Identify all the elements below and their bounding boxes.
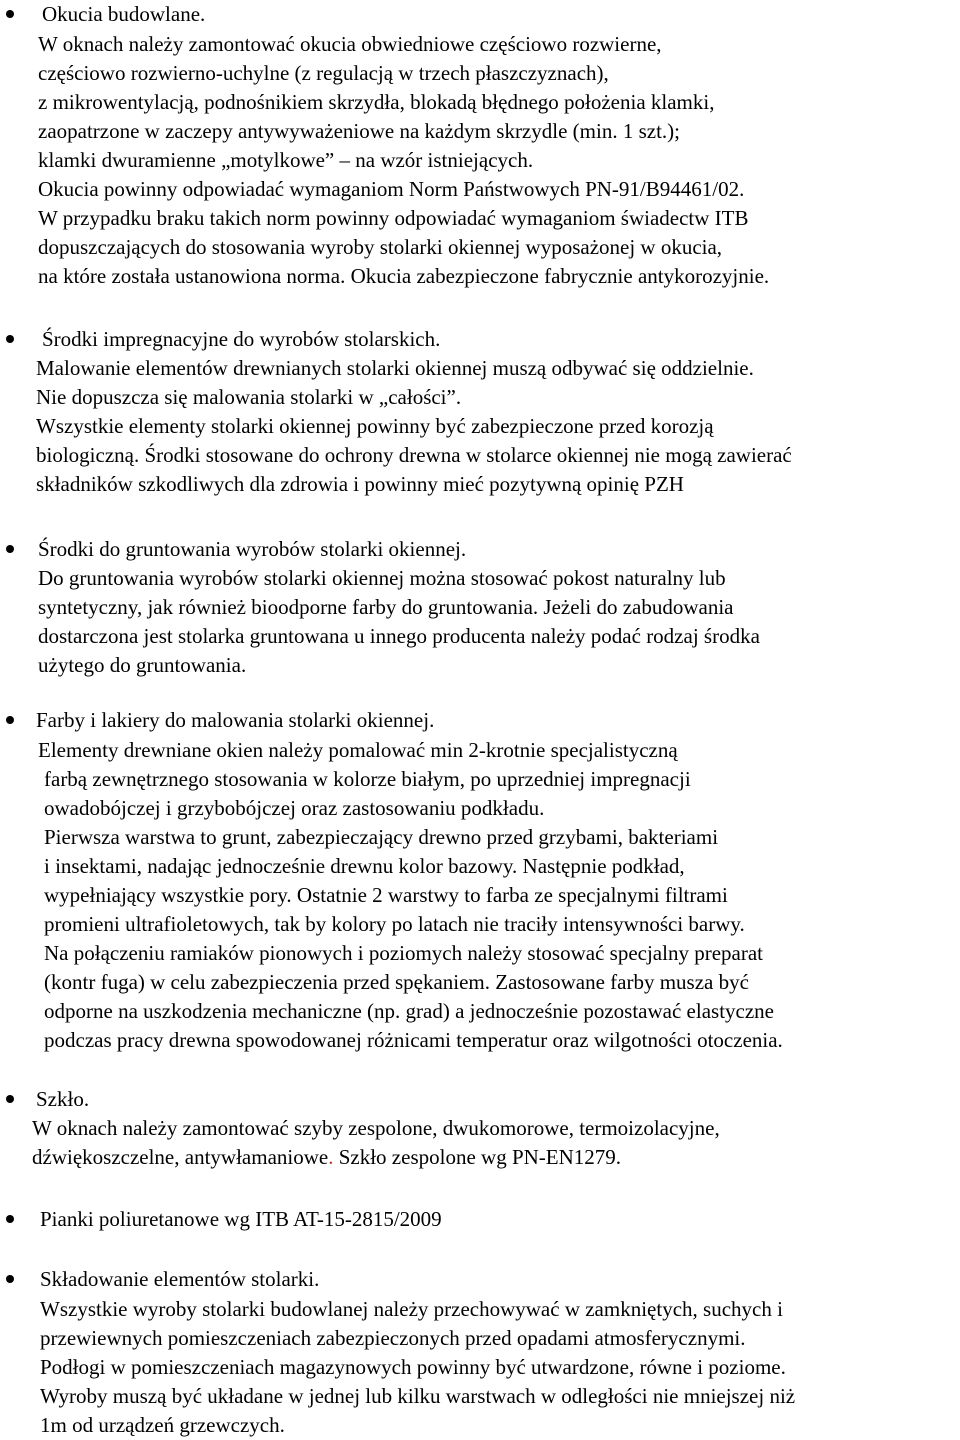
text-line: W oknach należy zamontować szyby zespolone, dwukomorowe, termoizolacyjne, xyxy=(32,1116,720,1140)
bullet xyxy=(6,335,14,343)
text-line: Wszystkie wyroby stolarki budowlanej należy przechowywać w zamkniętych, suchych i xyxy=(40,1297,783,1321)
text-line: przewiewnych pomieszczeniach zabezpieczonych przed opadami atmosferycznymi. xyxy=(40,1326,746,1350)
text-line: z mikrowentylacją, podnośnikiem skrzydła, blokadą błędnego położenia klamki, xyxy=(38,90,715,114)
text-line: częściowo rozwierno-uchylne (z regulacją w trzech płaszczyznach), xyxy=(38,61,609,85)
section-heading: Środki do gruntowania wyrobów stolarki okiennej. xyxy=(38,537,467,561)
bullet xyxy=(6,10,14,18)
section-heading: Szkło. xyxy=(36,1087,90,1111)
bullet xyxy=(6,1275,14,1283)
text-line: użytego do gruntowania. xyxy=(38,653,247,677)
text-line: Podłogi w pomieszczeniach magazynowych powinny być utwardzone, równe i poziome. xyxy=(40,1355,786,1379)
text-line xyxy=(32,1143,621,1171)
text-line: Wyroby muszą być układane w jednej lub kilku warstwach w odległości nie mniejszej niż xyxy=(40,1384,796,1408)
highlight-dot: . xyxy=(328,1145,334,1169)
text-line: dostarczona jest stolarka gruntowana u innego producenta należy podać rodzaj środka xyxy=(38,624,760,648)
section-heading: Składowanie elementów stolarki. xyxy=(40,1267,320,1291)
text-line: W oknach należy zamontować okucia obwiedniowe częściowo rozwierne, xyxy=(38,32,662,56)
text-line: Okucia powinny odpowiadać wymaganiom Norm Państwowych PN-91/B94461/02. xyxy=(38,177,745,201)
text-line: Malowanie elementów drewnianych stolarki okiennej muszą odbywać się oddzielnie. xyxy=(36,356,754,380)
text-line: zaopatrzone w zaczepy antywyważeniowe na każdym skrzydle (min. 1 szt.); xyxy=(38,119,680,143)
text-span: dźwiękoszczelne, antywłamaniowe xyxy=(32,1145,329,1169)
bullet xyxy=(6,1095,14,1103)
text-line: Do gruntowania wyrobów stolarki okiennej można stosować pokost naturalny lub xyxy=(38,566,726,590)
section-heading: Środki impregnacyjne do wyrobów stolarskich. xyxy=(42,327,441,351)
text-line: Pierwsza warstwa to grunt, zabezpieczający drewno przed grzybami, bakteriami xyxy=(44,825,719,849)
text-line: Elementy drewniane okien należy pomalować min 2-krotnie specjalistyczną xyxy=(38,738,678,762)
text-line: syntetyczny, jak również bioodporne farby do gruntowania. Jeżeli do zabudowania xyxy=(38,595,734,619)
bullet xyxy=(6,716,14,724)
text-line: i insektami, nadając jednocześnie drewnu kolor bazowy. Następnie podkład, xyxy=(44,854,685,878)
text-line: odporne na uszkodzenia mechaniczne (np. grad) a jednocześnie pozostawać elastyczne xyxy=(44,999,774,1023)
section-heading: Okucia budowlane. xyxy=(42,2,206,26)
text-line: klamki dwuramienne „motylkowe” – na wzór istniejących. xyxy=(38,148,534,172)
text-line: Nie dopuszcza się malowania stolarki w „całości”. xyxy=(36,385,462,409)
text-line: owadobójczej i grzybobójczej oraz zastosowaniu podkładu. xyxy=(44,796,545,820)
text-line: składników szkodliwych dla zdrowia i powinny mieć pozytywną opinię PZH xyxy=(36,472,684,496)
text-line: promieni ultrafioletowych, tak by kolory po latach nie traciły intensywności barwy. xyxy=(44,912,745,936)
text-line: dopuszczających do stosowania wyroby stolarki okiennej wyposażonej w okucia, xyxy=(38,235,723,259)
section-heading: Farby i lakiery do malowania stolarki okiennej. xyxy=(36,708,435,732)
text-line: biologiczną. Środki stosowane do ochrony drewna w stolarce okiennej nie mogą zawierać xyxy=(36,443,792,467)
text-line: W przypadku braku takich norm powinny odpowiadać wymaganiom świadectw ITB xyxy=(38,206,749,230)
text-line: na które została ustanowiona norma. Okucia zabezpieczone fabrycznie antykorozyjnie. xyxy=(38,264,770,288)
text-line: Na połączeniu ramiaków pionowych i poziomych należy stosować specjalny preparat xyxy=(44,941,763,965)
text-line: wypełniający wszystkie pory. Ostatnie 2 warstwy to farba ze specjalnymi filtrami xyxy=(44,883,728,907)
text-line: Wszystkie elementy stolarki okiennej powinny być zabezpieczone przed korozją xyxy=(36,414,714,438)
text-line: podczas pracy drewna spowodowanej różnicami temperatur oraz wilgotności otoczenia. xyxy=(44,1028,783,1052)
text-line: (kontr fuga) w celu zabezpieczenia przed spękaniem. Zastosowane farby musza być xyxy=(44,970,749,994)
section-heading: Pianki poliuretanowe wg ITB AT-15-2815/2009 xyxy=(40,1207,442,1231)
bullet xyxy=(6,1215,14,1223)
text-line: farbą zewnętrznego stosowania w kolorze białym, po uprzedniej impregnacji xyxy=(44,767,691,791)
text-line: 1m od urządzeń grzewczych. xyxy=(40,1413,285,1437)
text-span: Szkło zespolone wg PN-EN1279. xyxy=(333,1145,622,1169)
bullet xyxy=(6,545,14,553)
